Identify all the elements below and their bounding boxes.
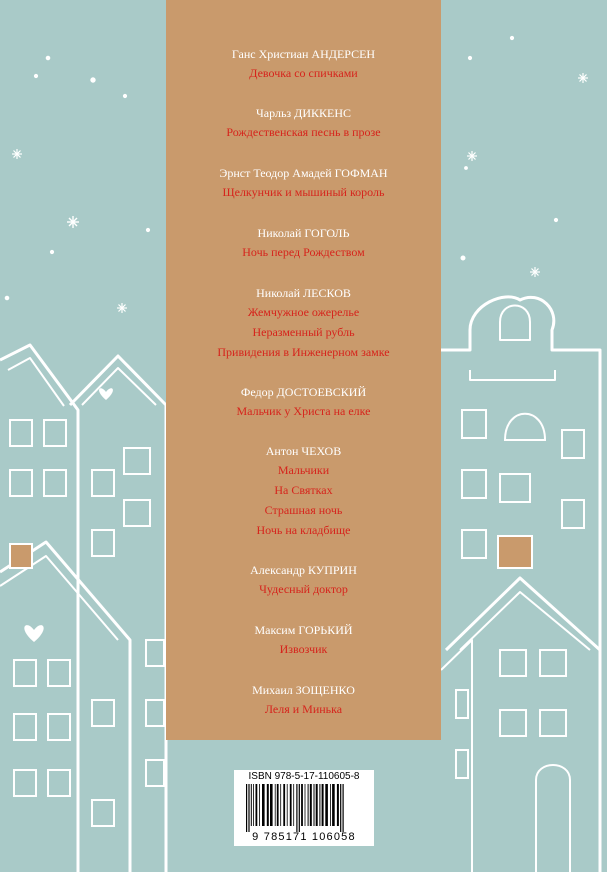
work-title: Леля и Минька (264, 702, 343, 716)
contents-entry (166, 442, 441, 540)
work-title: Девочка со спичками (249, 66, 358, 80)
barcode-bar (287, 784, 288, 826)
barcode-bar (248, 784, 249, 832)
barcode-bar (301, 784, 303, 826)
snowflake-icon (461, 256, 465, 260)
barcode-bar (337, 784, 339, 826)
work-title: Страшная ночь (264, 503, 343, 517)
work-title: Мальчики (277, 463, 330, 477)
contents-panel (166, 0, 441, 740)
barcode-bar (277, 784, 279, 826)
barcode-bar (330, 784, 331, 826)
isbn-barcode-box (234, 770, 374, 846)
author-name: Антон ЧЕХОВ (265, 444, 342, 458)
barcode-bar (283, 784, 285, 826)
barcode-bar (259, 784, 260, 826)
contents-entry (166, 45, 441, 83)
barcode-bar (340, 784, 341, 832)
work-title: Рождественская песнь в прозе (226, 125, 381, 139)
barcode-bar (314, 784, 315, 826)
contents-entry (166, 383, 441, 421)
barcode-bar (246, 784, 247, 832)
work-title: Привидения в Инженерном замке (217, 345, 390, 359)
barcode-bar (275, 784, 276, 826)
barcode-bar (319, 784, 320, 826)
contents-entry (166, 681, 441, 719)
snowflake-icon (530, 267, 540, 277)
contents-entry (166, 104, 441, 142)
contents-entry (166, 284, 441, 362)
barcode-bar (332, 784, 335, 826)
work-title: Жемчужное ожерелье (247, 305, 360, 319)
contents-entry (166, 164, 441, 202)
barcode-bar (325, 784, 328, 826)
barcode-bar (290, 784, 292, 826)
work-title: Ночь на кладбище (256, 523, 351, 537)
barcode-bar (251, 784, 252, 826)
snowflake-icon (468, 56, 471, 59)
barcode-bar (262, 784, 265, 826)
barcode-bar (322, 784, 324, 826)
contents-entry (166, 224, 441, 262)
snowflake-icon (146, 228, 149, 231)
barcode-bar (270, 784, 273, 826)
snowflake-icon (117, 303, 127, 313)
barcode-bar (310, 784, 312, 826)
snowflake-icon (467, 151, 477, 161)
author-name: Ганс Христиан АНДЕРСЕН (231, 47, 376, 61)
author-name: Максим ГОРЬКИЙ (254, 623, 353, 637)
work-title: На Святках (274, 483, 333, 497)
barcode-bar (316, 784, 318, 826)
work-title: Мальчик у Христа на елке (236, 404, 371, 418)
snowflake-icon (578, 73, 588, 83)
snowflake-icon (46, 56, 50, 60)
contents-entry (166, 621, 441, 659)
author-name: Михаил ЗОЩЕНКО (252, 683, 355, 697)
work-title: Чудесный доктор (259, 582, 348, 596)
snowflake-icon (50, 250, 53, 253)
work-title: Ночь перед Рождеством (242, 245, 365, 259)
barcode-bar (280, 784, 281, 826)
isbn-digits: 9 785171 106058 (252, 831, 356, 843)
barcode-bar (293, 784, 294, 826)
snowflake-icon (5, 296, 9, 300)
barcode-bar (308, 784, 309, 826)
contents-entry (166, 561, 441, 599)
author-name: Эрнст Теодор Амадей ГОФМАН (219, 166, 388, 180)
barcode-bar (256, 784, 258, 826)
snowflake-icon (34, 74, 37, 77)
snowflake-icon (510, 36, 513, 39)
work-title: Неразменный рубль (252, 325, 355, 339)
barcode-bar (343, 784, 344, 832)
work-title: Щелкунчик и мышиный король (222, 185, 385, 199)
barcode-bar (299, 784, 300, 832)
author-name: Николай ЛЕСКОВ (256, 286, 351, 300)
work-title: Извозчик (279, 642, 328, 656)
snowflake-icon (554, 218, 557, 221)
author-name: Николай ГОГОЛЬ (257, 226, 350, 240)
barcode-bar (296, 784, 297, 832)
author-name: Чарльз ДИККЕНС (255, 106, 352, 120)
barcode-bar (253, 784, 254, 826)
isbn-label: ISBN 978-5-17-110605-8 (248, 771, 360, 782)
barcode-bar (305, 784, 306, 826)
barcode (244, 784, 368, 832)
author-name: Федор ДОСТОЕВСКИЙ (240, 385, 367, 399)
author-name: Александр КУПРИН (250, 563, 357, 577)
snowflake-icon (91, 78, 95, 82)
snowflake-icon (12, 149, 22, 159)
snowflake-icon (123, 94, 126, 97)
snowflake-icon (465, 167, 468, 170)
barcode-bar (267, 784, 269, 826)
